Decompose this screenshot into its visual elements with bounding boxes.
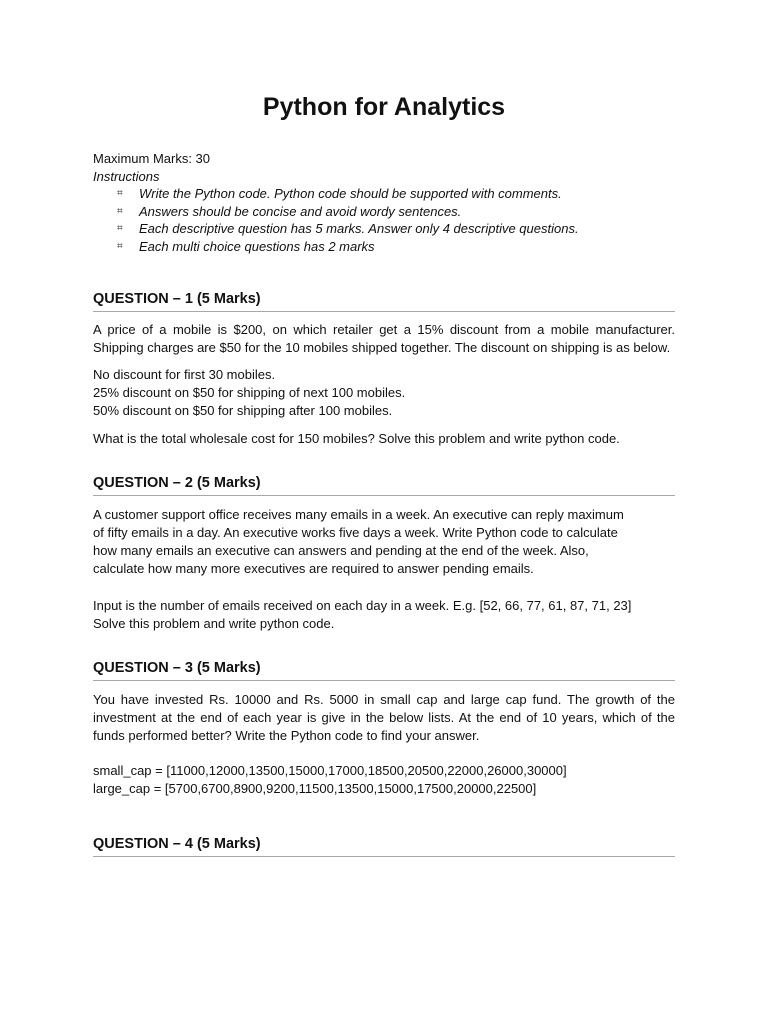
question-4-heading: QUESTION – 4 (5 Marks) <box>93 836 675 857</box>
discount-line: 25% discount on $50 for shipping of next 100 mobiles. <box>93 385 406 400</box>
question-2-input <box>93 597 675 633</box>
large-cap-line: large_cap = [5700,6700,8900,9200,11500,13500,15000,17500,20000,22500] <box>93 781 537 796</box>
instructions-label: Instructions <box>93 168 160 184</box>
bullet-icon: ⌗ <box>117 188 123 199</box>
question-3-code <box>93 762 675 798</box>
bullet-icon: ⌗ <box>117 240 123 252</box>
instructions-list <box>93 185 675 255</box>
discount-line: 50% discount on $50 for shipping after 100 mobiles. <box>93 403 393 418</box>
question-2 <box>93 475 675 633</box>
question-4 <box>93 836 675 857</box>
question-1-discount-lines <box>93 366 675 420</box>
question-3-heading: QUESTION – 3 (5 Marks) <box>93 660 675 681</box>
question-1-closing: What is the total wholesale cost for 150 mobiles? Solve this problem and write python code. <box>93 431 620 446</box>
question-2-line: of fifty emails in a day. An executive works five days a week. Write Python code to calculate <box>93 525 618 540</box>
question-2-input-line: Input is the number of emails received on each day in a week. E.g. [52, 66, 77, 61, 87, 71, 23] <box>93 598 632 613</box>
instruction-item: ⌗ Answers should be concise and avoid wordy sentences. <box>117 203 462 219</box>
question-2-line: A customer support office receives many emails in a week. An executive can reply maximum <box>93 507 624 522</box>
discount-line: No discount for first 30 mobiles. <box>93 367 276 382</box>
question-3 <box>93 660 675 798</box>
document-title: Python for Analytics <box>262 93 506 121</box>
question-3-intro: You have invested Rs. 10000 and Rs. 5000 in small cap and large cap fund. The growth of the investment at the end of each year is give in the below lists. At the end of 10 years, which of the funds performed better? Write the Python code to find your answer. <box>93 692 675 743</box>
instruction-item: ⌗ Each multi choice questions has 2 marks <box>117 238 375 254</box>
bullet-icon: ⌗ <box>117 205 123 217</box>
instruction-item: ⌗ Each descriptive question has 5 marks. Answer only 4 descriptive questions. <box>117 221 579 236</box>
bullet-icon: ⌗ <box>117 223 123 234</box>
question-2-heading: QUESTION – 2 (5 Marks) <box>93 475 675 496</box>
small-cap-line: small_cap = [11000,12000,13500,15000,17000,18500,20500,22000,26000,30000] <box>93 763 567 778</box>
question-2-input-line: Solve this problem and write python code. <box>93 616 335 631</box>
question-2-line: calculate how many more executives are required to answer pending emails. <box>93 561 534 576</box>
question-1 <box>93 291 675 448</box>
max-marks: Maximum Marks: 30 <box>93 151 211 166</box>
question-1-heading: QUESTION – 1 (5 Marks) <box>93 291 675 312</box>
question-1-intro: A price of a mobile is $200, on which retailer get a 15% discount from a mobile manufacturer. Shipping charges are $50 for the 10 mobiles shipped together. The discount on shipping is as below. <box>93 322 675 355</box>
document-meta <box>93 150 675 255</box>
instruction-item: ⌗ Write the Python code. Python code should be supported with comments. <box>117 186 562 201</box>
question-2-intro <box>93 506 675 578</box>
question-2-line: how many emails an executive can answers and pending at the end of the week. Also, <box>93 543 589 558</box>
